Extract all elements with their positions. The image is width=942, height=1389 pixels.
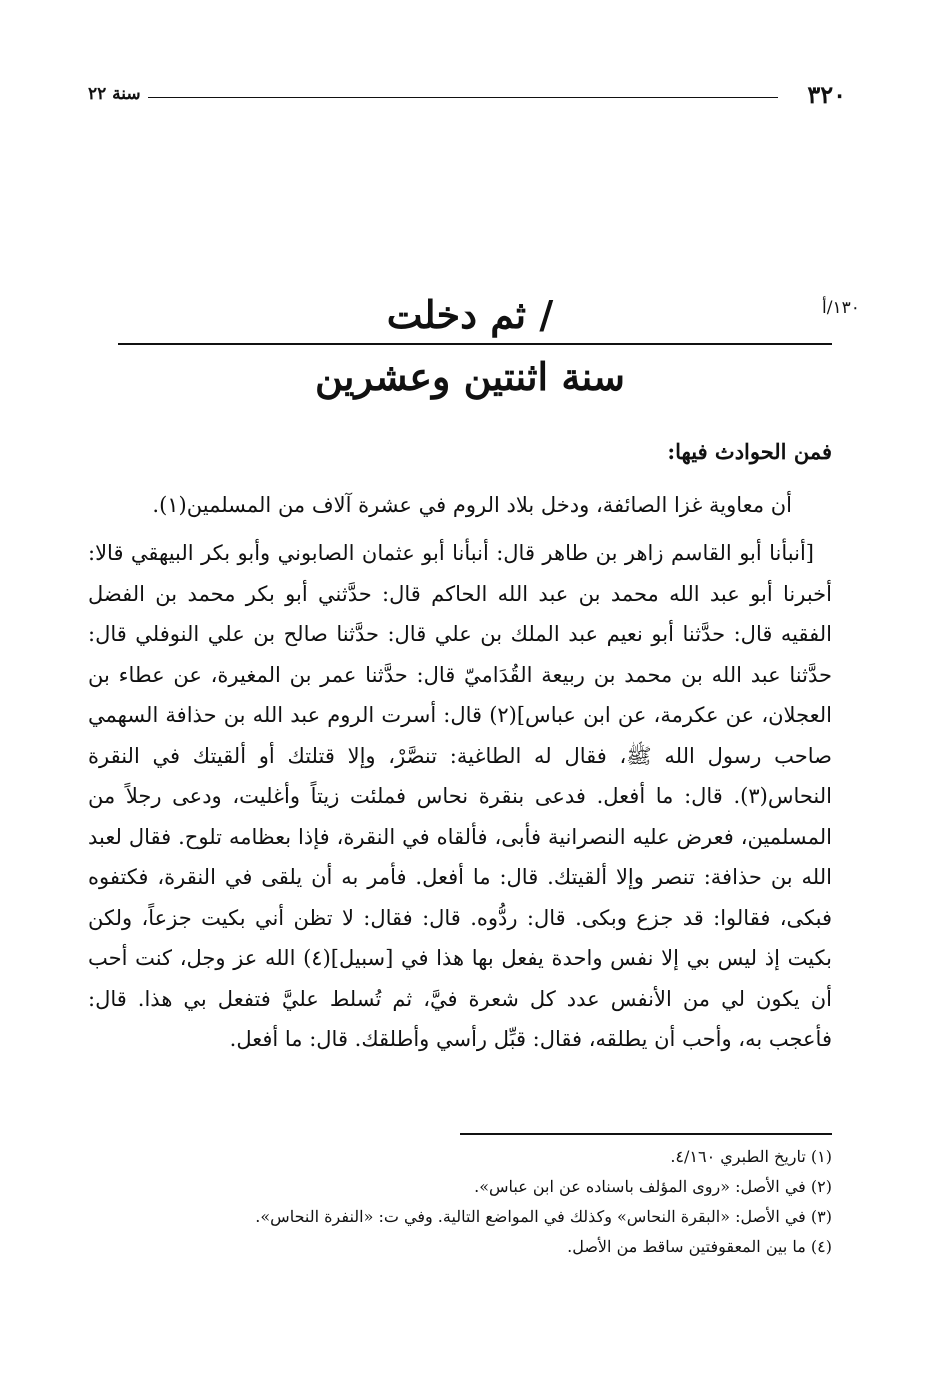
section-lead: فمن الحوادث فيها: [667,439,832,464]
chapter-title: / ثم دخلت [386,292,554,337]
running-header-year: سنة ٢٢ [88,84,141,104]
main-text [88,432,832,1060]
chapter-subtitle: سنة اثنتين وعشرين [315,354,625,399]
footnote-rule [460,1133,832,1135]
manuscript-folio-note: ١٣٠/أ [822,298,860,318]
running-header [88,80,846,112]
paragraph-1: أن معاوية غزا الصائفة، ودخل بلاد الروم في عشرة آلاف من المسلمين(١). [152,492,792,517]
page-number: ٣٢٠ [807,80,846,109]
title-rule [118,343,832,345]
footnote-1: (١) تاريخ الطبري ٤/١٦٠. [670,1147,832,1166]
footnote-3: (٣) في الأصل: «البقرة النحاس» وكذلك في المواضع التالية. وفي ت: «النفرة النحاس». [255,1207,832,1226]
footnote-4: (٤) ما بين المعقوفتين ساقط من الأصل. [567,1237,832,1256]
header-rule [148,97,778,98]
footnote-2: (٢) في الأصل: «روى المؤلف باسناده عن ابن عباس». [474,1177,832,1196]
paragraph-2: [أنبأنا أبو القاسم زاهر بن طاهر قال: أنبأنا أبو عثمان الصابوني وأبو بكر البيهقي قالا: أخبرنا أبو عبد الله محمد بن عبد الله الحاكم قال: حدَّثني أبو بكر محمد بن الفضل الفقيه قال: حدَّثنا أبو نعيم عبد الملك بن علي قال: حدَّثنا صالح بن علي النوفلي قال: حدَّثنا عبد الله بن محمد بن ربيعة القُدَاميّ قال: حدَّثنا عمر بن المغيرة، عن عطاء بن العجلان، عن عكرمة، عن ابن عباس](٢) قال: أسرت الروم عبد الله بن حذافة السهمي صاحب رسول الله ﷺ، فقال له الطاغية: تنصَّرْ، وإلا قتلتك أو ألقيتك في النقرة النحاس(٣). قال: ما أفعل. فدعى بنقرة نحاس فملئت زيتاً وأغليت، ودعى رجلاً من المسلمين، فعرض عليه النصرانية فأبى، فألقاه في النقرة، فإذا بعظامه تلوح. فقال لعبد الله بن حذافة: تنصر وإلا ألقيتك. قال: ما أفعل. فأمر به أن يلقى في النقرة، فكتفوه فبكى، فقالوا: قد جزع وبكى. قال: ردُّوه. قال: فقال: لا تظن أني بكيت جزعاً، ولكن بكيت إذ ليس بي إلا نفس واحدة يفعل بها هذا في [سبيل](٤) الله عز وجل، كنت أحب أن يكون لي من الأنفس عدد كل شعرة فيَّ، ثم تُسلط عليَّ فتفعل بي هذا. قال: فأعجب به، وأحب أن يطلقه، فقال: قبِّل رأسي وأطلقك. قال: ما أفعل. [88,541,832,1051]
footnotes [88,1142,832,1262]
